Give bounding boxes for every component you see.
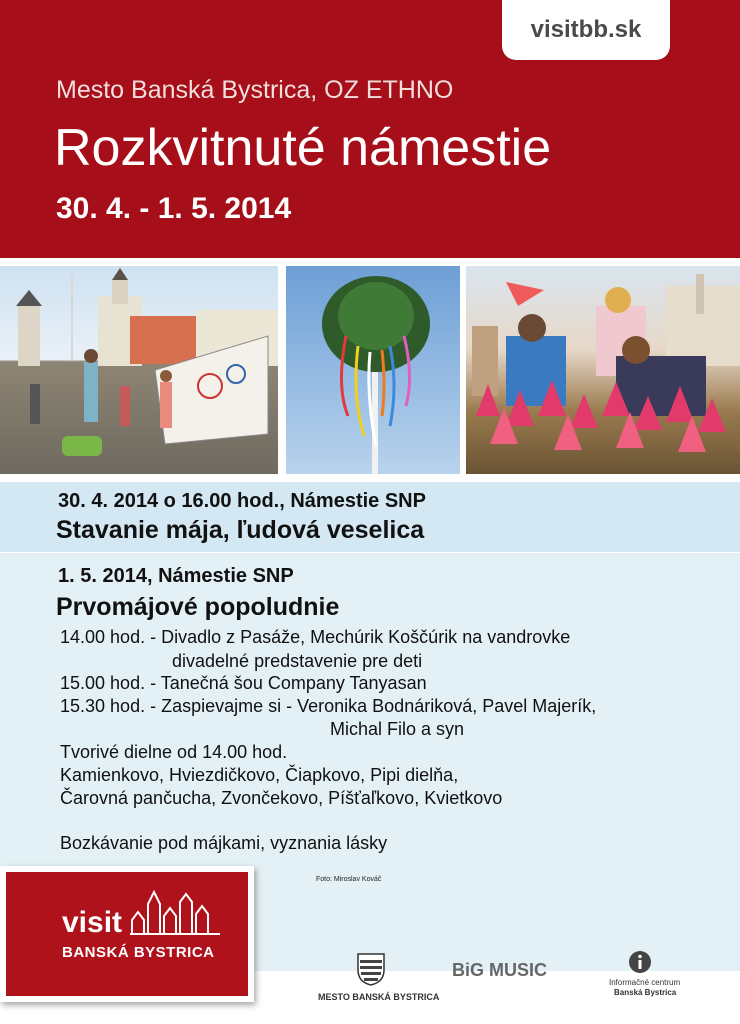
city-skyline-icon — [130, 890, 220, 936]
day1-section — [0, 482, 740, 552]
program-line: Michal Filo a syn — [330, 719, 465, 739]
info-icon — [628, 950, 652, 974]
visit-logo — [6, 872, 248, 996]
day2-event: Prvomájové popoludnie — [56, 593, 340, 621]
program-line: Čarovná pančucha, Zvončekovo, Píšťaľkovo, Kvietkovo — [60, 788, 503, 808]
event-dates: 30. 4. - 1. 5. 2014 — [56, 192, 292, 225]
program-line: Tvorivé dielne od 14.00 hod. — [60, 742, 288, 762]
logo-visit-text: visit — [62, 906, 123, 939]
program-line: 14.00 hod. - Divadlo z Pasáže, Mechúrik Koščúrik na vandrovke — [60, 627, 571, 647]
organizer-text: Mesto Banská Bystrica, OZ ETHNO — [56, 76, 454, 104]
program-line: 15.00 hod. - Tanečná šou Company Tanyasan — [60, 673, 427, 693]
sponsor-info-line1: Informačné centrum — [609, 978, 681, 987]
program-line: divadelné predstavenie pre deti — [172, 651, 423, 671]
header-banner — [0, 0, 740, 258]
city-coat-of-arms-icon — [356, 952, 386, 986]
sponsor-info-line2: Banská Bystrica — [614, 988, 677, 997]
visit-logo-card[interactable] — [0, 866, 254, 1002]
page-title: Rozkvitnuté námestie — [54, 119, 552, 177]
day1-when: 30. 4. 2014 o 16.00 hod., Námestie SNP — [58, 490, 426, 512]
photo-square-painting — [0, 266, 278, 474]
day2-when: 1. 5. 2014, Námestie SNP — [58, 565, 294, 587]
site-link[interactable]: visitbb.sk — [502, 0, 670, 60]
photo-credit: Foto: Miroslav Kováč — [316, 876, 382, 883]
photo-maypole — [286, 266, 460, 474]
program-line: Bozkávanie pod májkami, vyznania lásky — [60, 833, 388, 853]
sponsor-city: MESTO BANSKÁ BYSTRICA — [318, 992, 440, 1002]
photo-paper-flowers — [466, 266, 740, 474]
program-line: Kamienkovo, Hviezdičkovo, Čiapkovo, Pipi dielňa, — [60, 765, 459, 785]
program-line: 15.30 hod. - Zaspievajme si - Veronika Bodnáriková, Pavel Majerík, — [60, 696, 597, 716]
day1-event: Stavanie mája, ľudová veselica — [56, 516, 425, 544]
sponsor-music: BiG MUSIC — [452, 960, 548, 980]
logo-city-text: BANSKÁ BYSTRICA — [62, 944, 215, 961]
